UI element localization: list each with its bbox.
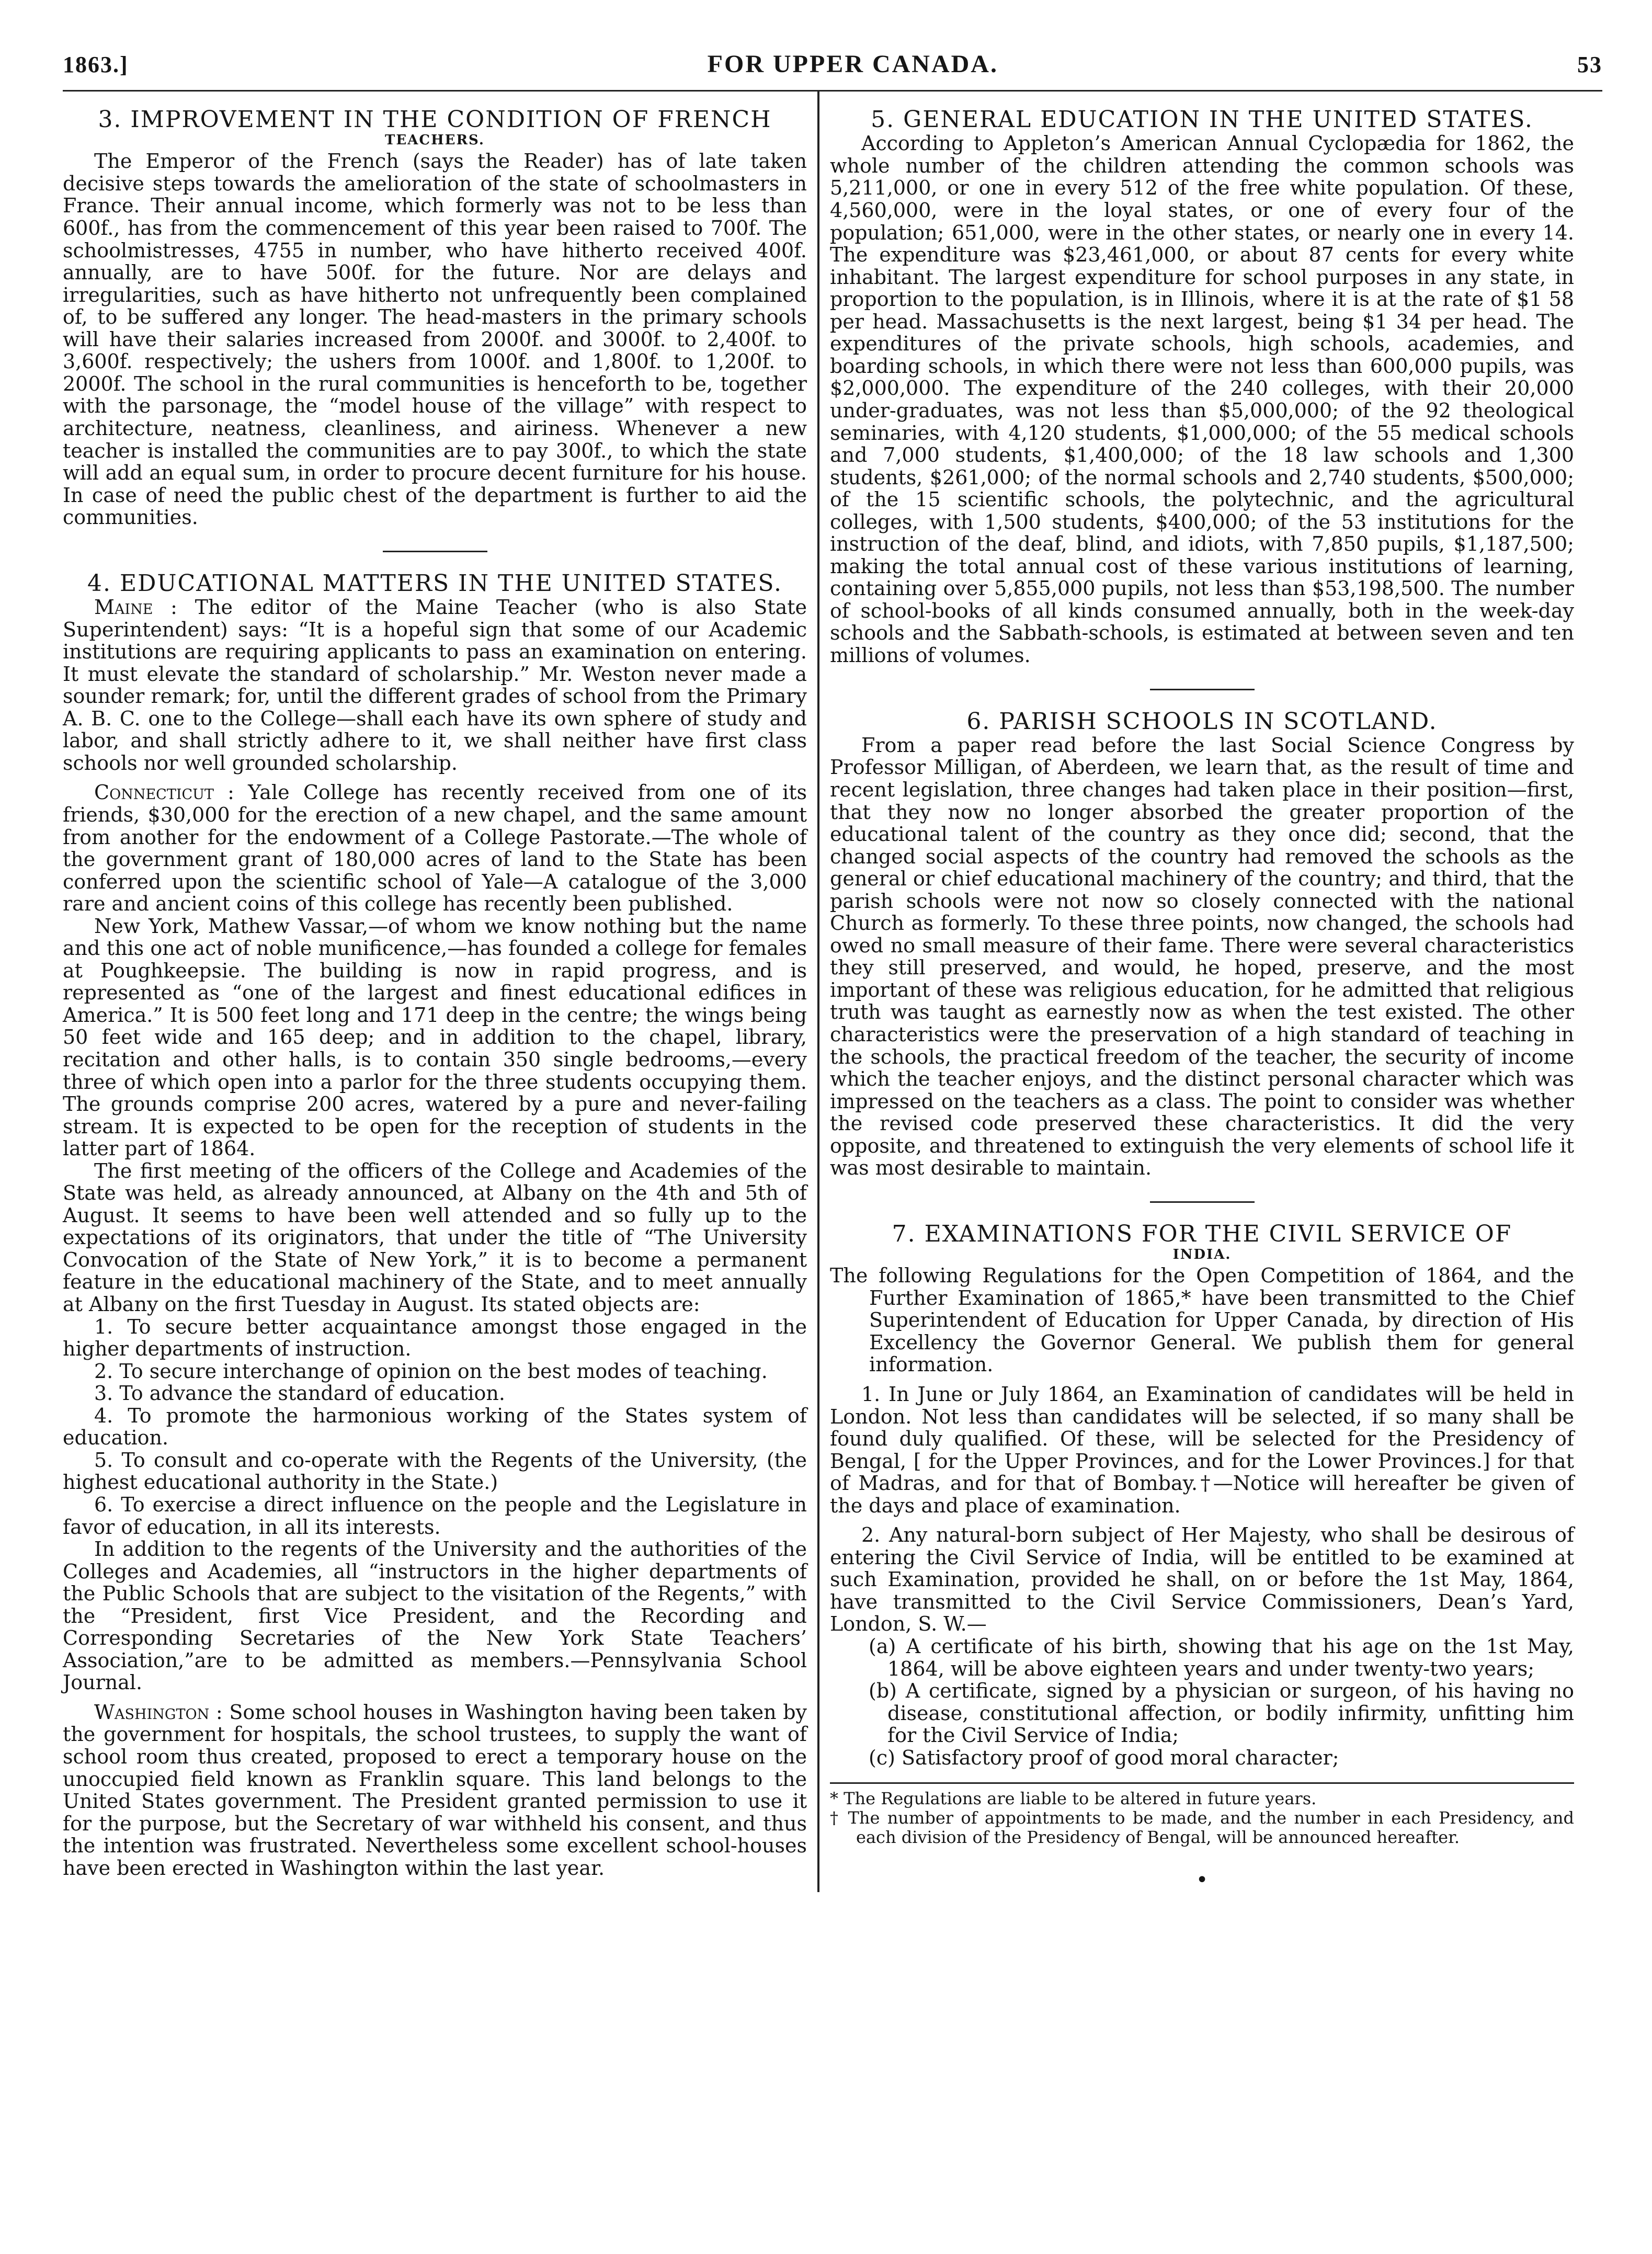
- footnote-1: * The Regulations are liable to be altered in future years.: [830, 1789, 1317, 1809]
- running-head: [63, 50, 1602, 92]
- section-divider: [1150, 1201, 1255, 1203]
- two-columns: [63, 92, 1602, 1892]
- connecticut-label: Connecticut :: [94, 781, 234, 804]
- section-5-heading: 5. GENERAL EDUCATION IN THE UNITED STATES.: [871, 106, 1533, 133]
- regulation-2: 2. Any natural-born subject of Her Majesty, who shall be desirous of entering the Civil Service of India, will be entitled to be examined at such Examination, provided he shall, on or before the 1st May, 1864, have transmitted to the Civil Service Commissioners, Dean’s Yard, London, S. W.—: [830, 1523, 1574, 1636]
- section-3-heading: 3. IMPROVEMENT IN THE CONDITION OF FRENCH: [98, 106, 772, 133]
- maine-text: The editor of the Maine Teacher (who is also State Superintendent) says: “It is a hopeful sign that some of our Academic institutions are requiring applicants to pass an examination on entering. It must elevate the standard of scholarship.” Mr. Weston never made a sounder remark; for, until the different grades of school from the Primary A. B. C. one to the College—shall each have its own sphere of study and labor, and shall strictly adhere to it, we shall neither have first class schools nor well grounded scholarship.: [63, 596, 807, 775]
- object-item-6: 6. To exercise a direct influence on the people and the Legislature in favor of education, in all its interests.: [63, 1493, 807, 1539]
- header-title: FOR UPPER CANADA.: [707, 50, 998, 78]
- section-3-paragraph: The Emperor of the French (says the Reader) has of late taken decisive steps towards the amelioration of the state of schoolmasters in France. Their annual income, which formerly was not to be less than 600f., has from the commencement of this year been raised to 700f. The schoolmistresses, 4755 in number, who have hitherto received 400f. annually, are to have 500f. for the future. Nor are delays and irregularities, such as have hitherto not unfrequently been complained of, to be suffered any longer. The head-masters in the primary schools will have their salaries increased from 2000f. and 3000f. to 2,400f. to 3,600f. respectively; the ushers from 1000f. and 1,800f. to 1,200f. to 2000f. The school in the rural communities is henceforth to be, together with the parsonage, the “model house of the village” with respect to architecture, neatness, cleanliness, and airiness. Whenever a new teacher is installed the communities are to pay 300f., to which the state will add an equal sum, in order to procure decent furniture for his house. In case of need the public chest of the department is further to aid the communities.: [63, 150, 807, 529]
- maine-label: Maine :: [94, 596, 177, 619]
- first-meeting-paragraph: The first meeting of the officers of the College and Academies of the State was held, as already announced, at Albany on the 4th and 5th of August. It seems to have been well attended and so fully up to the expectations of its originators, that under the title of “The University Convocation of the State of New York,” it is to become a permanent feature in the educational machinery of the State, and to meet annually at Albany on the first Tuesday in August. Its stated objects are:: [63, 1159, 807, 1316]
- regulation-1: 1. In June or July 1864, an Examination of candidates will be held in London. Not less than candidates will be selected, if so many shall be found duly qualified. Of these, will be selected for the Presidency of Bengal, [ for the Upper Provinces, and for the Lower Provinces.] for that of Madras, and for that of Bombay.†—Notice will hereafter be given of the days and place of examination.: [830, 1382, 1574, 1517]
- object-item-4: 4. To promote the harmonious working of the States system of education.: [63, 1404, 807, 1450]
- regulation-2-c: (c) Satisfactory proof of good moral character;: [869, 1746, 1339, 1769]
- washington-text: Some school houses in Washington having been taken by the government for hospitals, the school trustees, to supply the want of school room thus created, proposed to erect a temporary house on the unoccupied field known as Franklin square. This land belongs to the United States government. The President granted permission to use it for the purpose, but the Secretary of war withheld his consent, and thus the intention was frustrated. Nevertheless some excellent school-houses have been erected in Washington within the last year.: [63, 1700, 807, 1880]
- section-6-heading: 6. PARISH SCHOOLS IN SCOTLAND.: [966, 708, 1438, 735]
- new-york-paragraph: New York, Mathew Vassar,—of whom we know nothing but the name and this one act of noble munificence,—has founded a college for females at Poughkeepsie. The building is now in rapid progress, and is represented as “one of the largest and finest educational edifices in America.” It is 500 feet long and 171 deep in the centre; the wings being 50 feet wide and 165 deep; and in addition to the chapel, library, recitation and other halls, is to contain 350 single bedrooms,—every three of which open into a parlor for the three students occupying them. The grounds comprise 200 acres, watered by a pure and never-failing stream. It is expected to be open for the reception of students in the latter part of 1864.: [63, 914, 807, 1160]
- section-7-subheading: INDIA.: [1172, 1247, 1232, 1263]
- section-divider: [383, 551, 487, 552]
- connecticut-paragraph: [63, 781, 807, 915]
- object-item-5: 5. To consult and co-operate with the Regents of the University, (the highest educational authority in the State.): [63, 1448, 807, 1494]
- object-item-1: 1. To secure better acquaintance amongst those engaged in the higher departments of instruction.: [63, 1315, 807, 1361]
- maine-paragraph: [63, 596, 807, 774]
- right-column: [819, 92, 1574, 1892]
- section-3-subheading: TEACHERS.: [385, 132, 485, 149]
- regulation-2-b: (b) A certificate, signed by a physician or surgeon, of his having no disease, constitutional affection, or bodily infirmity, unfitting him for the Civil Service of India;: [869, 1679, 1574, 1747]
- washington-paragraph: [63, 1701, 807, 1879]
- section-4-heading: 4. EDUCATIONAL MATTERS IN THE UNITED STATES.: [87, 570, 782, 597]
- section-7-heading: 7. EXAMINATIONS FOR THE CIVIL SERVICE OF: [892, 1220, 1512, 1247]
- regents-paragraph: In addition to the regents of the University and the authorities of the Colleges and Academies, all “instructors in the higher departments of the Public Schools that are subject to the visitation of the Regents,” with the “President, first Vice President, and the Recording and Corresponding Secretaries of the New York State Teachers’ Association,”are to be admitted as members.—Pennsylvania School Journal.: [63, 1538, 807, 1694]
- regulation-2-a: (a) A certificate of his birth, showing that his age on the 1st May, 1864, will be above eighteen years and under twenty-two years;: [869, 1634, 1574, 1680]
- page-number: 53: [1577, 52, 1602, 77]
- section-divider: [1150, 689, 1255, 690]
- footnote-2: † The number of appointments to be made, and the number in each Presidency, and each division of the Presidency of Bengal, will be announced hereafter.: [830, 1808, 1574, 1847]
- section-7-intro: The following Regulations for the Open Competition of 1864, and the Further Examination of 1865,* have been transmitted to the Chief Superintendent of Education for Upper Canada, by direction of His Excellency the Governor General. We publish them for general information.: [830, 1264, 1574, 1376]
- footnote-rule: [830, 1782, 1574, 1784]
- header-year: 1863.]: [63, 52, 129, 77]
- object-item-2: 2. To secure interchange of opinion on the best modes of teaching.: [94, 1359, 768, 1383]
- left-column: [63, 92, 817, 1892]
- connecticut-text: Yale College has recently received from one of its friends, $30,000 for the erection of a new chapel, and the same amount from another for the endowment of a College Pastorate.—The whole of the government grant of 180,000 acres of land to the State has been conferred upon the scientific school of Yale—A catalogue of the 3,000 rare and ancient coins of this college has recently been published.: [63, 781, 807, 916]
- section-6-paragraph: From a paper read before the last Social Science Congress by Professor Milligan, of Aberdeen, we learn that, as the result of time and recent legislation, three changes had taken place in their position—first, that they now no longer absorbed the greater proportion of the educational talent of the country as they once did; second, that the changed social aspects of the country had removed the schools as the general or chief educational machinery of the country; and third, that the parish schools were not now so closely connected with the national Church as formerly. To these three points, now changed, the schools had owed no small measure of their fame. There were several characteristics they still preserved, and would, he hoped, preserve, and the most important of these was religious education, for he admitted that religious truth was taught as earnestly now as when the test existed. The other characteristics were the preservation of a high standard of teaching in the schools, the practical freedom of the teacher, the security of income which the teacher enjoys, and the distinct personal character which was impressed on the teachers as a class. The point to consider was whether the revised code preserved these characteristics. It did the very opposite, and threatened to extinguish the very elements of school life it was most desirable to maintain.: [830, 733, 1574, 1180]
- section-5-paragraph: According to Appleton’s American Annual Cyclopædia for 1862, the whole number of the children attending the common schools was 5,211,000, or one in every 512 of the free white population. Of these, 4,560,000, were in the loyal states, or one of every four of the population; 651,000, were in the other states, or nearly one in every 14. The expenditure was $23,461,000, or about 87 cents for every white inhabitant. The largest expenditure for school purposes in any state, in proportion to the population, is in Illinois, where it is at the rate of $1 58 per head. Massachusetts is the next largest, being $1 34 per head. The expenditures of the private schools, high schools, academies, and boarding schools, in which there were not less than 600,000 pupils, was $2,000,000. The expenditure of the 240 colleges, with their 20,000 under-graduates, was not less than $5,000,000; of the 92 theological seminaries, with 4,120 students, $1,000,000; of the 55 medical schools and 7,000 students, $1,400,000; of the 18 law schools and 1,300 students, $261,000; of the normal schools and 2,740 students, $500,000; of the 15 scientific schools, the polytechnic, and the agricultural colleges, with 1,500 students, $400,000; of the 53 institutions for the instruction of the deaf, blind, and idiots, with 7,850 pupils, $1,187,500; making the total annual cost of these various institutions of learning, containing over 5,855,000 pupils, not less than $53,198,500. The number of school-books of all kinds consumed annually, both in the week-day schools and the Sabbath-schools, is estimated at between seven and ten millions of volumes.: [830, 132, 1574, 667]
- washington-label: Washington :: [94, 1700, 223, 1724]
- object-item-3: 3. To advance the standard of education.: [94, 1382, 505, 1405]
- bottom-mark: •: [1195, 1868, 1209, 1892]
